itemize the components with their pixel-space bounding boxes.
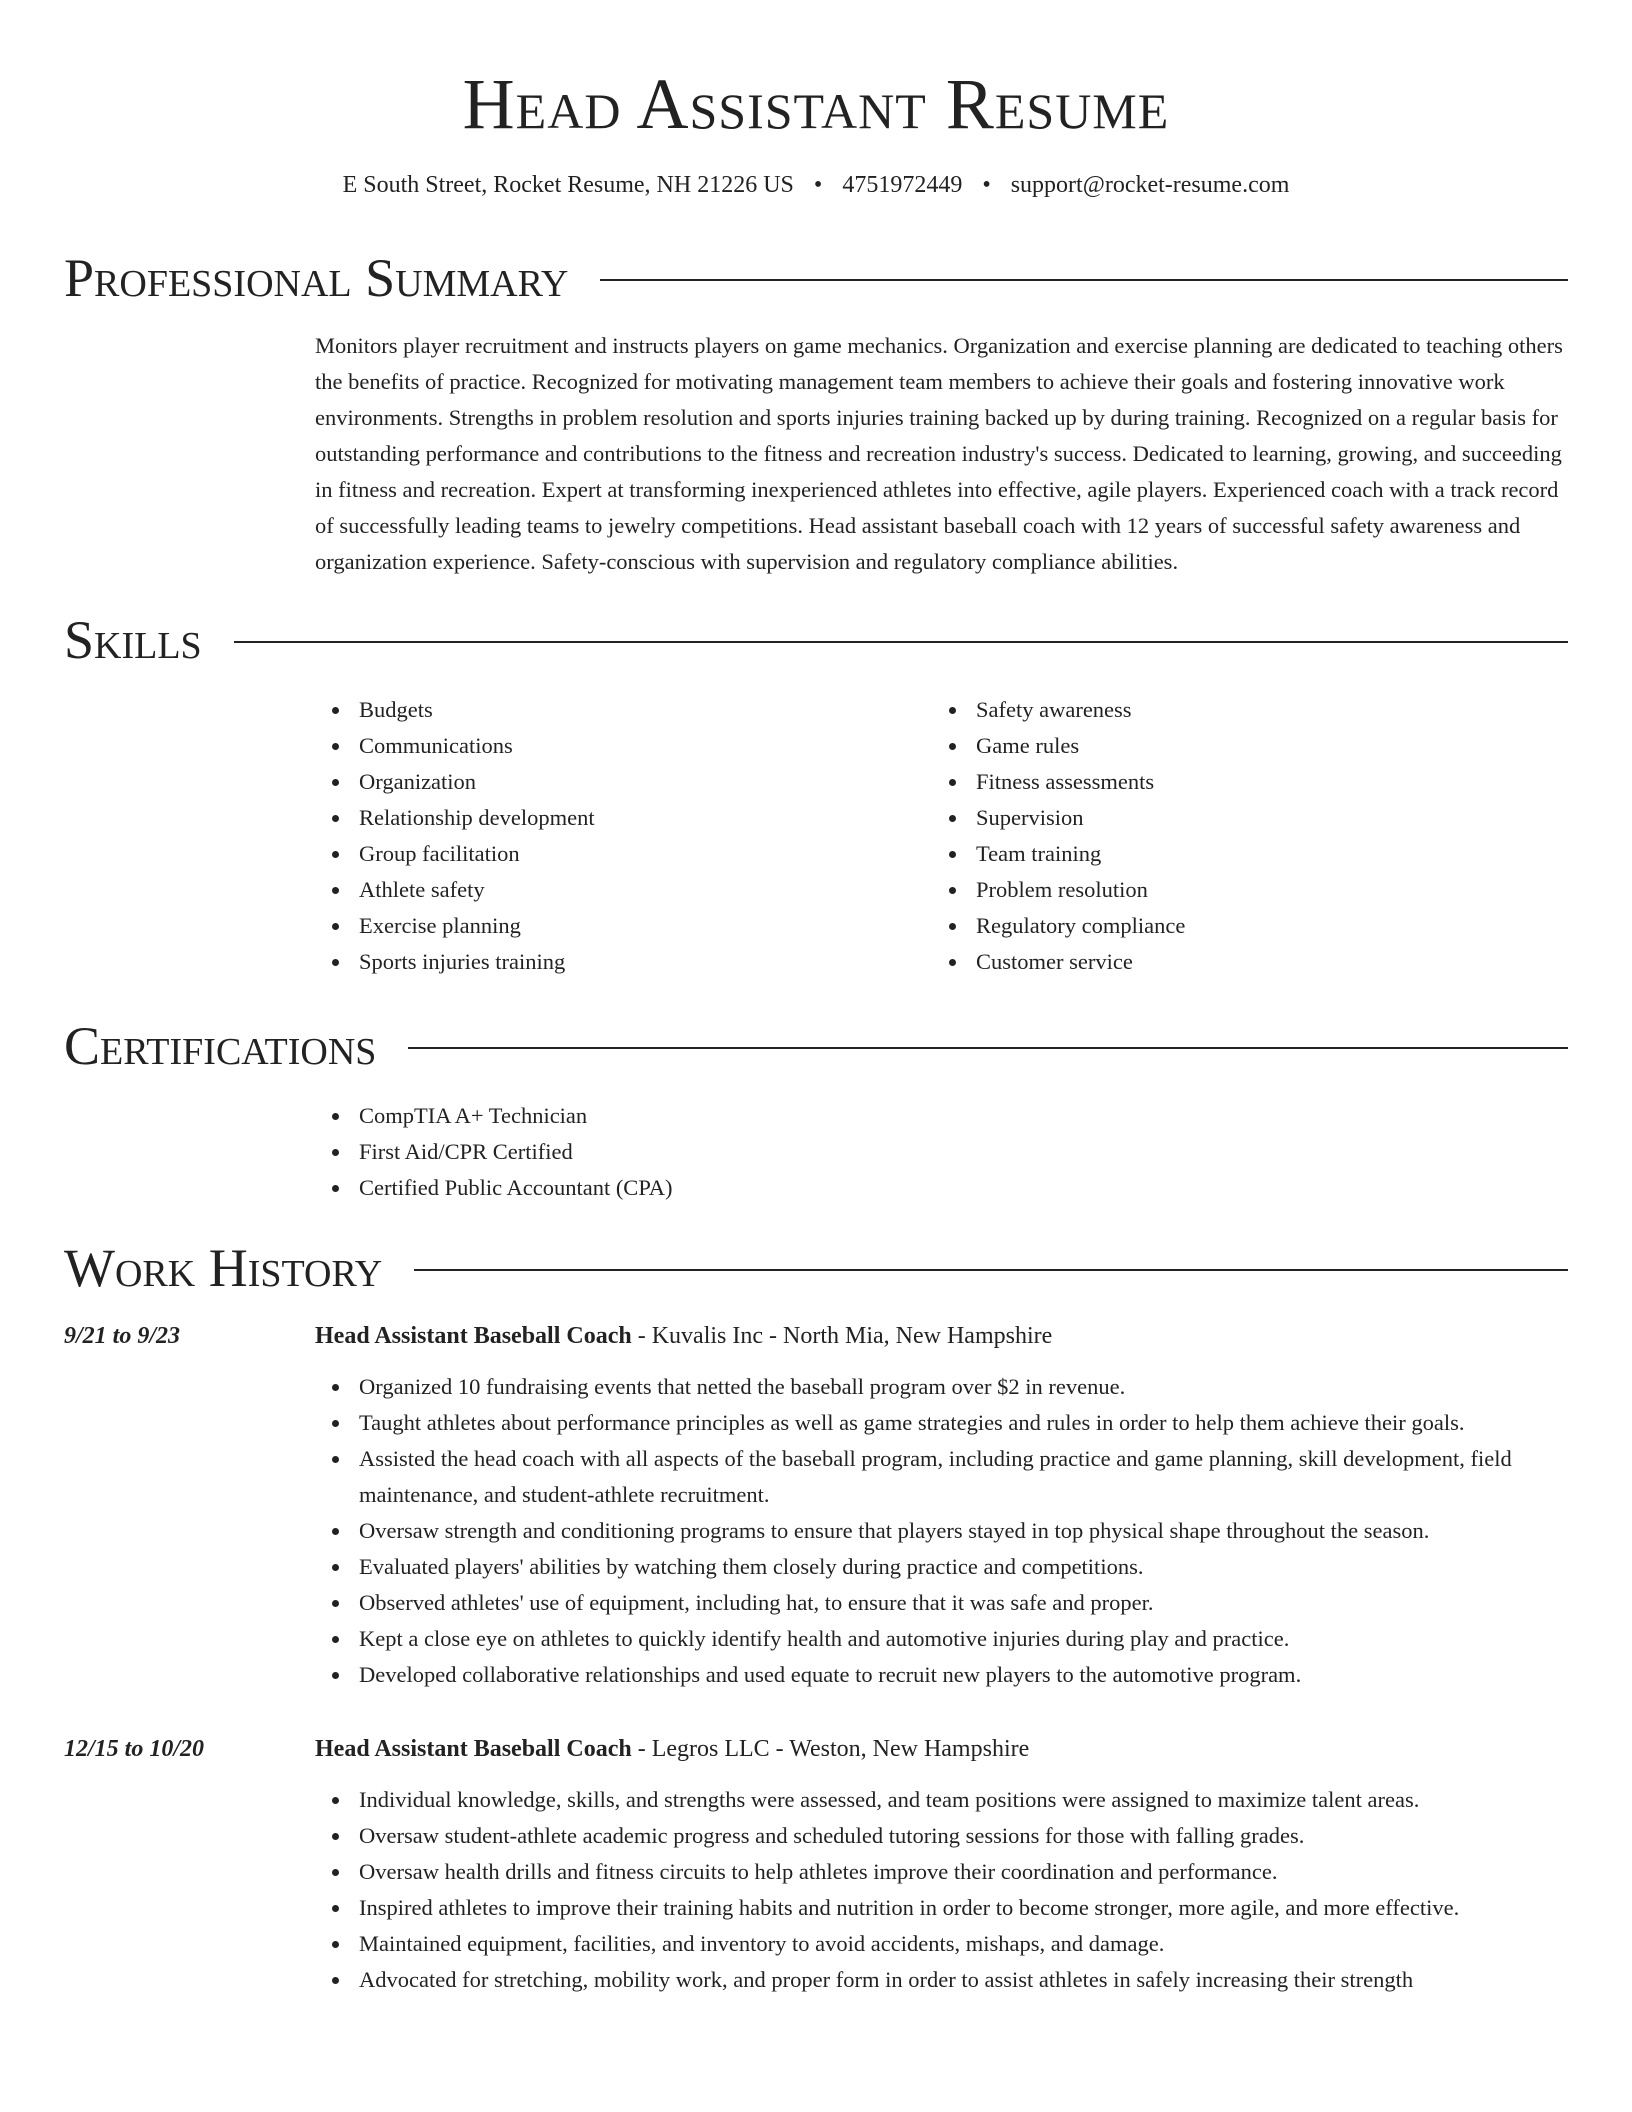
jobs-list <box>64 1318 1568 1998</box>
section-title: Skills <box>64 610 202 670</box>
job-bullet: Inspired athletes to improve their training habits and nutrition in order to become stronger, more agile, and more effective. <box>315 1890 1568 1926</box>
certification-item: First Aid/CPR Certified <box>315 1134 1568 1170</box>
skill-item: Athlete safety <box>315 872 932 908</box>
job-info <box>315 1731 1029 1767</box>
job-bullet: Taught athletes about performance principles as well as game strategies and rules in order to help them achieve their goals. <box>315 1405 1568 1441</box>
contact-line <box>64 170 1568 200</box>
job-bullet: Kept a close eye on athletes to quickly identify health and automotive injuries during play and practice. <box>315 1621 1568 1657</box>
job-bullet: Oversaw strength and conditioning programs to ensure that players stayed in top physical shape throughout the season. <box>315 1513 1568 1549</box>
job-employer-location: - Legros LLC - Weston, New Hampshire <box>631 1736 1030 1762</box>
skill-item: Safety awareness <box>932 692 1549 728</box>
skill-item: Team training <box>932 836 1549 872</box>
section-title: Work History <box>64 1238 383 1298</box>
professional-summary-section <box>64 248 1568 580</box>
job-bullet: Observed athletes' use of equipment, including hat, to ensure that it was safe and proper. <box>315 1585 1568 1621</box>
skills-list-left <box>315 692 932 980</box>
section-divider <box>234 641 1568 643</box>
certifications-list <box>315 1098 1568 1206</box>
skill-item: Sports injuries training <box>315 944 932 980</box>
resume-title: Head Assistant Resume <box>462 64 1170 144</box>
skill-item: Fitness assessments <box>932 764 1549 800</box>
job-dates: 9/21 to 9/23 <box>64 1323 181 1349</box>
work-history-section <box>64 1238 1568 1998</box>
job-title: Head Assistant Baseball Coach <box>315 1323 632 1349</box>
section-header <box>64 1238 1568 1298</box>
job-header <box>64 1318 1568 1354</box>
job-info <box>315 1318 1052 1354</box>
skill-item: Exercise planning <box>315 908 932 944</box>
job-employer-location: - Kuvalis Inc - North Mia, New Hampshire <box>631 1323 1053 1349</box>
skill-item: Group facilitation <box>315 836 932 872</box>
skill-item: Relationship development <box>315 800 932 836</box>
skill-item: Organization <box>315 764 932 800</box>
job-bullet: Assisted the head coach with all aspects of the baseball program, including practice and game planning, skill development, field maintenance, and student-athlete recruitment. <box>315 1441 1568 1513</box>
contact-phone: 4751972449 <box>842 172 963 198</box>
section-header <box>64 610 1568 670</box>
section-header <box>64 248 1568 308</box>
job-title: Head Assistant Baseball Coach <box>315 1736 632 1762</box>
job-bullet: Evaluated players' abilities by watching them closely during practice and competitions. <box>315 1549 1568 1585</box>
section-divider <box>414 1269 1568 1271</box>
contact-separator: • <box>982 172 991 198</box>
job-bullet: Oversaw student-athlete academic progress and scheduled tutoring sessions for those with falling grades. <box>315 1818 1568 1854</box>
contact-separator: • <box>813 172 823 198</box>
job-header <box>64 1731 1568 1767</box>
job-bullet: Oversaw health drills and fitness circuits to help athletes improve their coordination and performance. <box>315 1854 1568 1890</box>
contact-address: E South Street, Rocket Resume, NH 21226 US <box>342 172 794 198</box>
skill-item: Supervision <box>932 800 1549 836</box>
summary-text: Monitors player recruitment and instructs players on game mechanics. Organization and exercise planning are dedicated to teaching others the benefits of practice. Recognized for motivating management team members to achieve their goals and fostering innovative work environments. Strengths in problem resolution and sports injuries training backed up by during training. Recognized on a regular basis for outstanding performance and contributions to the fitness and recreation industry's success. Dedicated to learning, growing, and succeeding in fitness and recreation. Expert at transforming inexperienced athletes into effective, agile players. Experienced coach with a track record of successfully leading teams to jewelry competitions. Head assistant baseball coach with 12 years of successful safety awareness and organization experience. Safety-conscious with supervision and regulatory compliance abilities. <box>315 333 1563 574</box>
section-divider <box>408 1047 1568 1049</box>
skills-section <box>64 610 1568 980</box>
section-title: Professional Summary <box>64 248 569 308</box>
job-bullet: Individual knowledge, skills, and strengths were assessed, and team positions were assigned to maximize talent areas. <box>315 1782 1568 1818</box>
section-header <box>64 1016 1568 1076</box>
skill-item: Problem resolution <box>932 872 1549 908</box>
skill-item: Game rules <box>932 728 1549 764</box>
job-bullet: Maintained equipment, facilities, and inventory to avoid accidents, mishaps, and damage. <box>315 1926 1568 1962</box>
resume-page <box>64 0 1568 1998</box>
skill-item: Budgets <box>315 692 932 728</box>
job-entry <box>64 1731 1568 1998</box>
skill-item: Communications <box>315 728 932 764</box>
contact-email: support@rocket-resume.com <box>1010 172 1290 198</box>
section-title: Certifications <box>64 1016 377 1076</box>
job-responsibilities <box>315 1369 1568 1693</box>
job-dates: 12/15 to 10/20 <box>64 1736 205 1762</box>
job-bullet: Organized 10 fundraising events that netted the baseball program over $2 in revenue. <box>315 1369 1568 1405</box>
certification-item: Certified Public Accountant (CPA) <box>315 1170 1568 1206</box>
skills-list-right <box>932 692 1549 980</box>
certification-item: CompTIA A+ Technician <box>315 1098 1568 1134</box>
skill-item: Customer service <box>932 944 1549 980</box>
skill-item: Regulatory compliance <box>932 908 1549 944</box>
skills-grid <box>315 692 1568 980</box>
certifications-section <box>64 1016 1568 1206</box>
job-bullet: Advocated for stretching, mobility work, and proper form in order to assist athletes in safely increasing their strength <box>315 1962 1568 1998</box>
job-bullet: Developed collaborative relationships and used equate to recruit new players to the automotive program. <box>315 1657 1568 1693</box>
job-responsibilities <box>315 1782 1568 1998</box>
section-divider <box>600 279 1568 281</box>
job-entry <box>64 1318 1568 1693</box>
